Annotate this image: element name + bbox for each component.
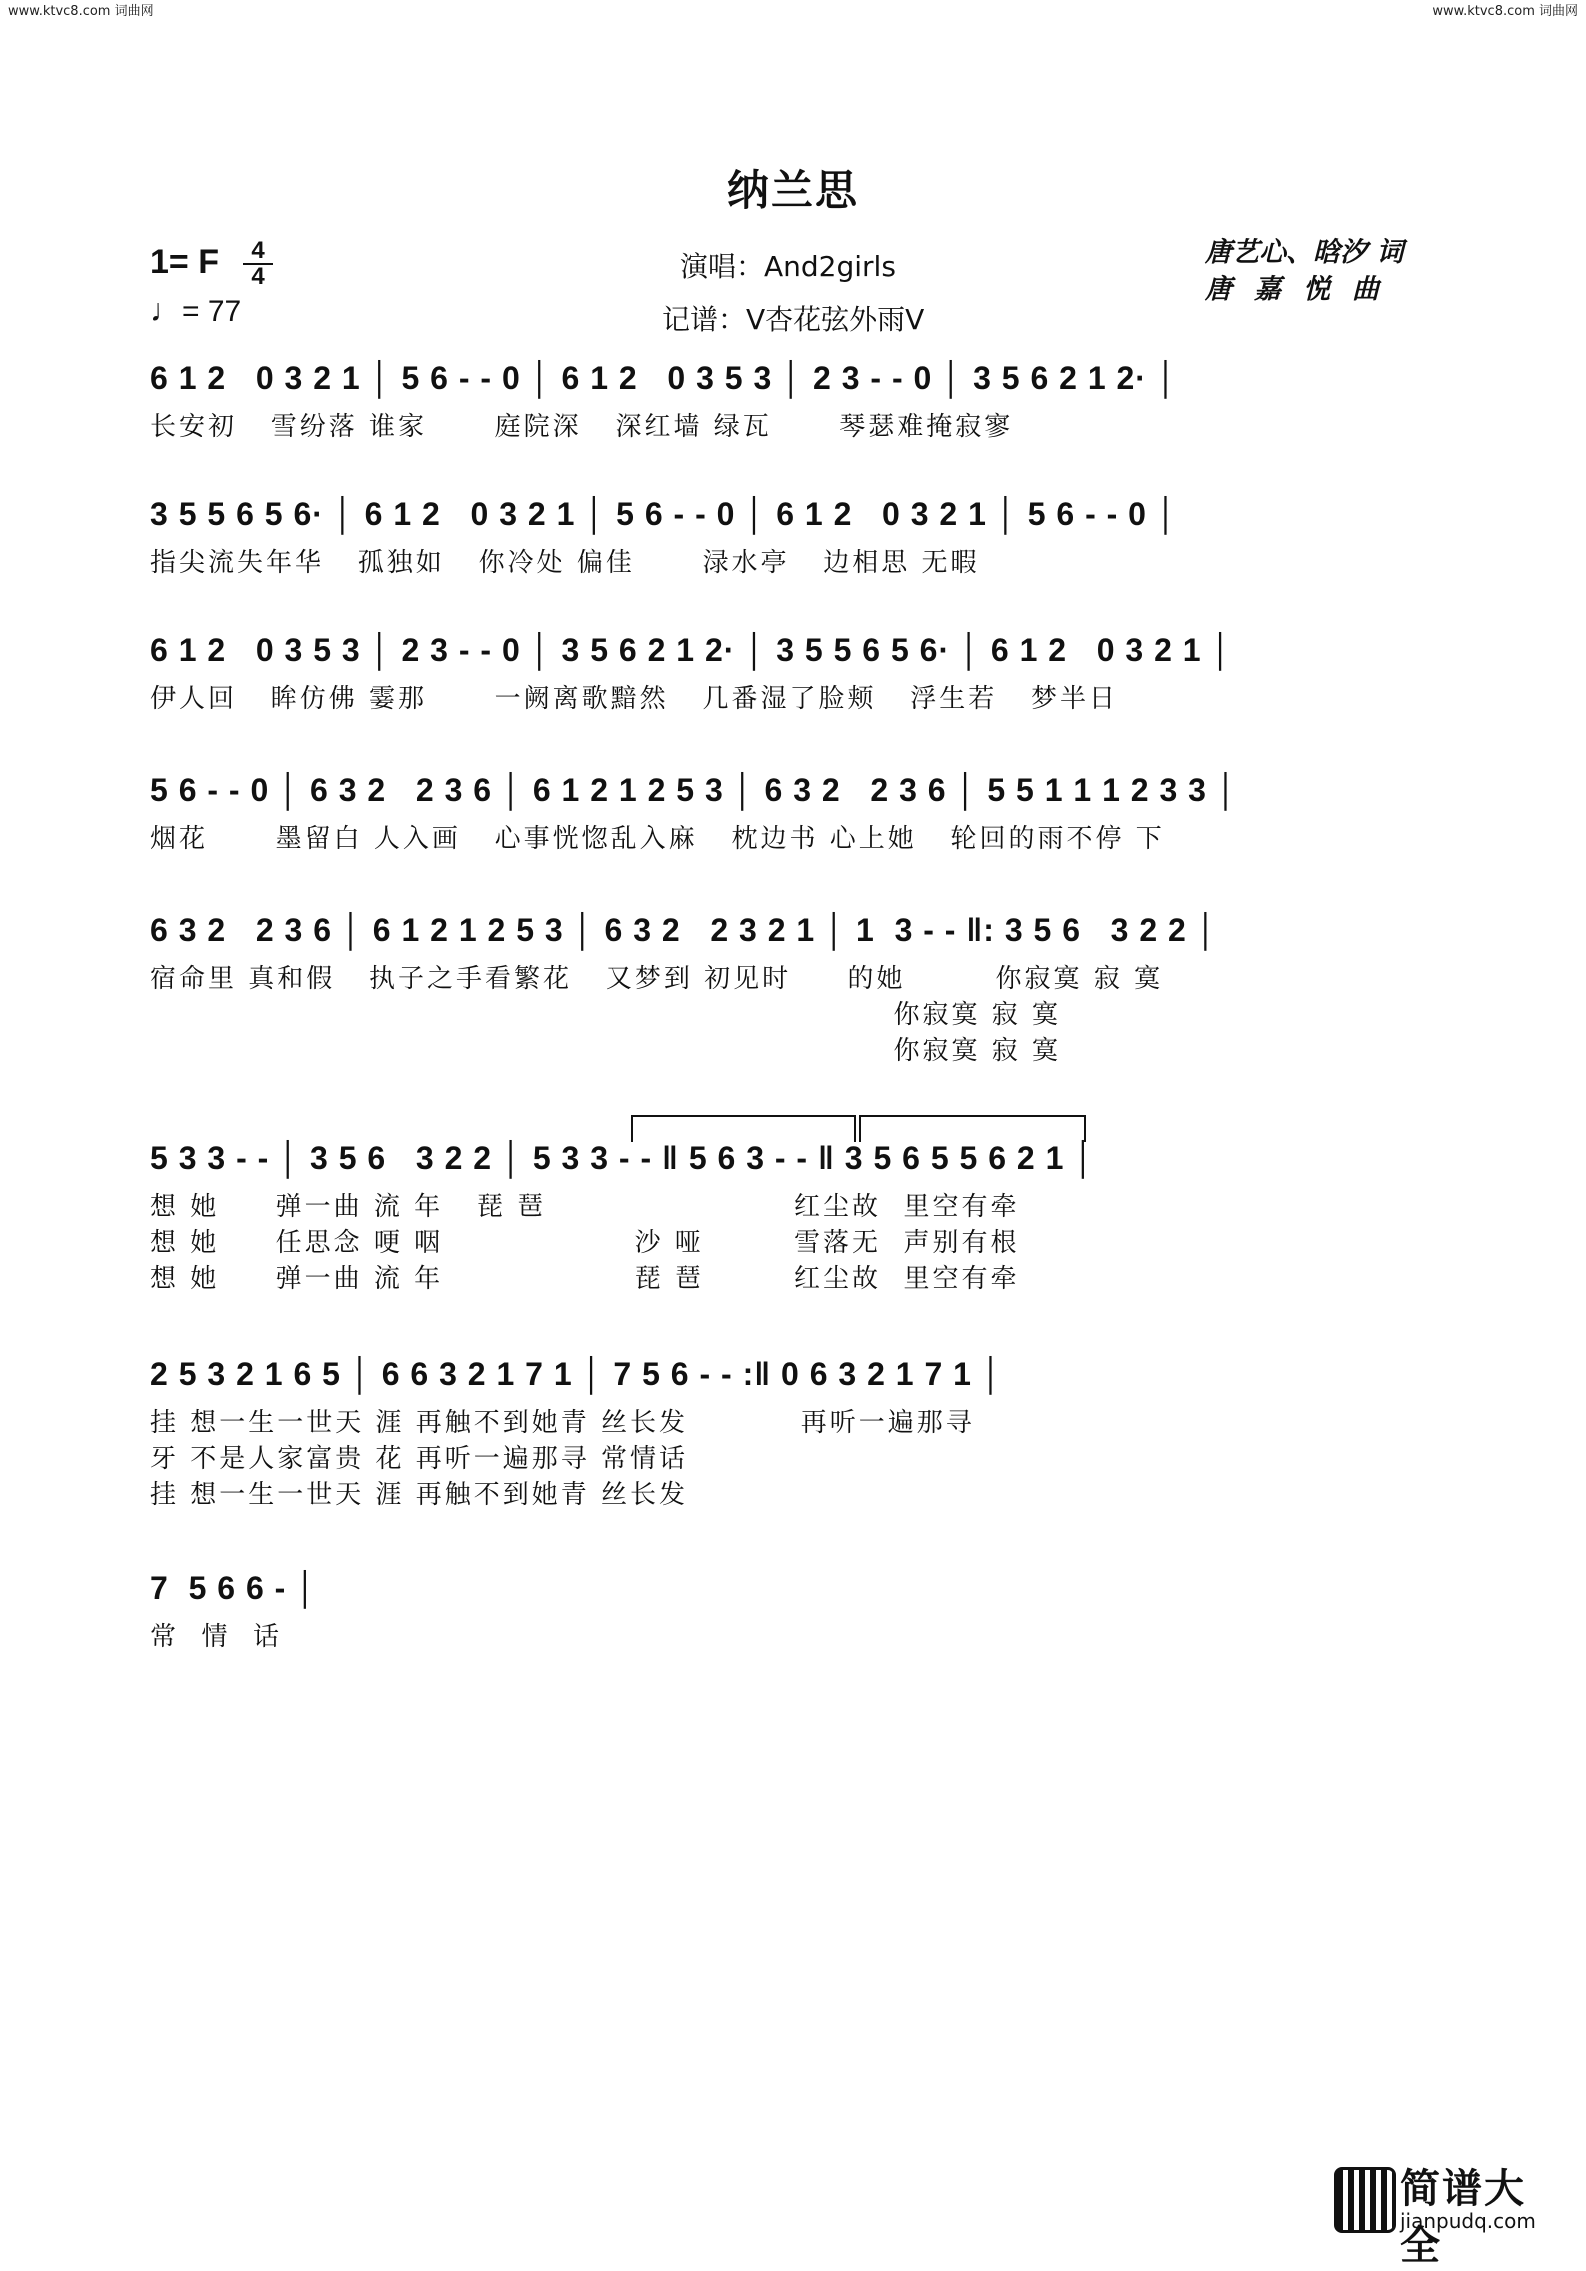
notation-line: 6 1 2 0 3 2 1 │ 5 6 - - 0 │ 6 1 2 0 3 5 3 │ 2 3 - - 0 │ 3 5 6 2 1 2· │ — [150, 360, 1178, 396]
song-title: 纳兰思 — [726, 166, 859, 215]
notation-line: 6 3 2 2 3 6 │ 6 1 2 1 2 5 3 │ 6 3 2 2 3 2 1 │ 1 3 - - ‖: 3 5 6 3 2 2 │ — [150, 912, 1218, 948]
lyric-line: 想 她 弹一曲 流 年 琵 琶 红尘故 里空有牵 — [150, 1192, 1020, 1222]
author-credits — [1205, 234, 1403, 308]
lyric-line: 伊人回 眸仿佛 霎那 一阙离歌黯然 几番湿了脸颊 浮生若 梦半日 — [150, 684, 1119, 714]
lyric-line: 挂 想一生一世天 涯 再触不到她青 丝长发 — [150, 1480, 689, 1510]
lyricist-credit: 唐艺心、晗汐 词 — [1205, 237, 1404, 268]
jianpu-logo — [1334, 2157, 1564, 2269]
lyric-line: 烟花 墨留白 人入画 心事恍惚乱入麻 枕边书 心上她 轮回的雨不停 下 — [150, 824, 1165, 854]
singer-credit: 演唱：And2girls — [680, 250, 896, 283]
time-bottom: 4 — [251, 263, 265, 290]
lyric-line: 想 她 任思念 哽 咽 沙 哑 雪落无 声别有根 — [150, 1228, 1020, 1258]
site-watermark-right: www.ktvc8.com 词曲网 — [1432, 4, 1578, 19]
notation-line: 5 6 - - 0 │ 6 3 2 2 3 6 │ 6 1 2 1 2 5 3 │ 6 3 2 2 3 6 │ 5 5 1 1 1 2 3 3 │ — [150, 772, 1238, 808]
notation-line: 3 5 5 6 5 6· │ 6 1 2 0 3 2 1 │ 5 6 - - 0 │ 6 1 2 0 3 2 1 │ 5 6 - - 0 │ — [150, 496, 1178, 532]
notation-line: 6 1 2 0 3 5 3 │ 2 3 - - 0 │ 3 5 6 2 1 2· │ 3 5 5 6 5 6· │ 6 1 2 0 3 2 1 │ — [150, 632, 1233, 668]
lyric-line: 常 情 话 — [150, 1622, 283, 1652]
time-signature — [243, 237, 273, 290]
tempo-value: = 77 — [182, 295, 242, 328]
lyric-line: 指尖流失年华 孤独如 你冷处 偏佳 渌水亭 边相思 无暇 — [150, 548, 980, 578]
logo-name: 简谱大全 — [1400, 2166, 1526, 2269]
lyric-line: 想 她 弹一曲 流 年 琵 琶 红尘故 里空有牵 — [150, 1264, 1020, 1294]
time-top: 4 — [251, 237, 265, 264]
notation-line: 5 3 3 - - │ 3 5 6 3 2 2 │ 5 3 3 - - ‖ 5 6 3 - - ‖ 3 5 6 5 5 6 2 1 │ — [150, 1140, 1096, 1176]
site-watermark-left: www.ktvc8.com 词曲网 — [8, 4, 154, 19]
lyric-line: 长安初 雪纷落 谁家 庭院深 深红墙 绿瓦 琴瑟难掩寂寥 — [150, 412, 1014, 442]
logo-url: jianpudq.com — [1400, 2209, 1536, 2233]
lyric-line: 挂 想一生一世天 涯 再触不到她青 丝长发 再听一遍那寻 — [150, 1408, 975, 1438]
quarter-note-icon: ♩ — [150, 292, 182, 328]
lyric-line: 你寂寞 寂 寞 — [150, 1036, 1061, 1066]
tempo-marking — [150, 292, 241, 329]
lyric-line: 宿命里 真和假 执子之手看繁花 又梦到 初见时 的她 你寂寞 寂 寞 — [150, 964, 1164, 994]
lyric-line: 牙 不是人家富贵 花 再听一遍那寻 常情话 — [150, 1444, 689, 1474]
notation-line: 2 5 3 2 1 6 5 │ 6 6 3 2 1 7 1 │ 7 5 6 - - :‖ 0 6 3 2 1 7 1 │ — [150, 1356, 1003, 1392]
piano-keys-icon — [1334, 2167, 1396, 2233]
composer-credit: 唐嘉悦曲 — [1205, 274, 1401, 305]
notation-line: 7 5 6 6 - │ — [150, 1570, 318, 1606]
key-signature: 1= F — [150, 243, 219, 281]
lyric-line: 你寂寞 寂 寞 — [150, 1000, 1061, 1030]
transcriber-credit: 记谱：V杏花弦外雨V — [662, 303, 925, 336]
